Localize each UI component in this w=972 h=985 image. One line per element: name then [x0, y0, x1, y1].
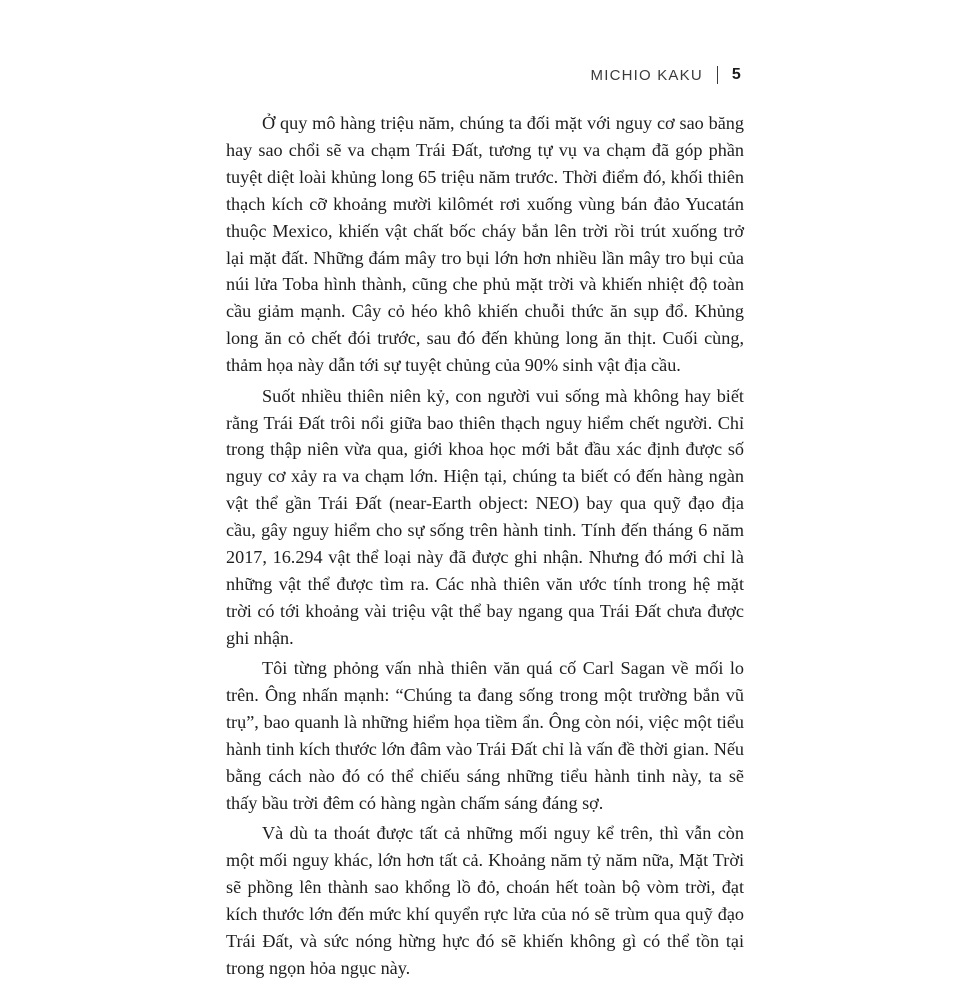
page-number: 5	[731, 66, 742, 83]
paragraph-2: Suốt nhiều thiên niên kỷ, con người vui sống mà không hay biết rằng Trái Đất trôi nổi giữa bao thiên thạch nguy hiểm chết người. Chỉ trong thập niên vừa qua, giới khoa học mới bắt đầu xác định được số nguy cơ xảy ra va chạm lớn. Hiện tại, chúng ta biết có đến hàng ngàn vật thể gần Trái Đất (near-Earth object: NEO) bay qua quỹ đạo địa cầu, gây nguy hiểm cho sự sống trên hành tinh. Tính đến tháng 6 năm 2017, 16.294 vật thể loại này đã được ghi nhận. Nhưng đó mới chỉ là những vật thể được tìm ra. Các nhà thiên văn ước tính trong hệ mặt trời có tới khoảng vài triệu vật thể bay ngang qua Trái Đất chưa được ghi nhận.	[226, 385, 744, 648]
header-divider	[717, 66, 718, 84]
paragraph-4: Và dù ta thoát được tất cả những mối nguy kể trên, thì vẫn còn một mối nguy khác, lớn hơn tất cả. Khoảng năm tỷ năm nữa, Mặt Trời sẽ phồng lên thành sao khổng lồ đỏ, choán hết toàn bộ vòm trời, đạt kích thước lớn đến mức khí quyển rực lửa của nó sẽ trùm qua quỹ đạo Trái Đất, và sức nóng hừng hực đó sẽ khiến không gì có thể tồn tại trong ngọn hỏa ngục này.	[226, 823, 744, 978]
paragraph-3: Tôi từng phỏng vấn nhà thiên văn quá cố Carl Sagan về mối lo trên. Ông nhấn mạnh: “Chúng ta đang sống trong một trường bắn vũ trụ”, bao quanh là những hiểm họa tiềm ẩn. Ông còn nói, việc một tiểu hành tinh kích thước lớn đâm vào Trái Đất chỉ là vấn đề thời gian. Nếu bằng cách nào đó có thể chiếu sáng những tiểu hành tinh này, ta sẽ thấy bầu trời đêm có hàng ngàn chấm sáng đáng sợ.	[226, 658, 744, 813]
header-author: MICHIO KAKU	[590, 66, 703, 84]
paragraph-1: Ở quy mô hàng triệu năm, chúng ta đối mặt với nguy cơ sao băng hay sao chổi sẽ va chạm Trái Đất, tương tự vụ va chạm đã góp phần tuyệt diệt loài khủng long 65 triệu năm trước. Thời điểm đó, khối thiên thạch kích cỡ khoảng mười kilômét rơi xuống vùng bán đảo Yucatán thuộc Mexico, khiến vật chất bốc cháy bắn lên trời rồi trút xuống trở lại mặt đất. Những đám mây tro bụi lớn hơn nhiều lần mây tro bụi của núi lửa Toba hình thành, cũng che phủ mặt trời và khiến nhiệt độ toàn cầu giảm mạnh. Cây cỏ héo khô khiến chuỗi thức ăn sụp đổ. Khủng long ăn cỏ chết đói trước, sau đó đến khủng long ăn thịt. Cuối cùng, thảm họa này dẫn tới sự tuyệt chủng của 90% sinh vật địa cầu.	[226, 113, 744, 376]
body-text	[226, 110, 744, 985]
running-header	[591, 66, 743, 84]
